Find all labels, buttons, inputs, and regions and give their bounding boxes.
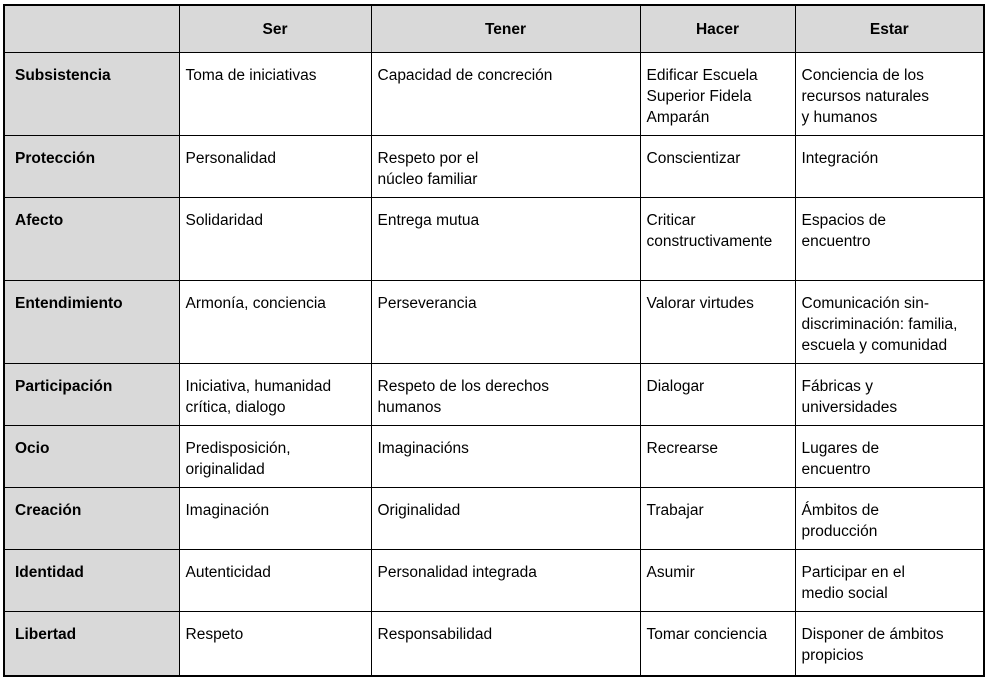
cell-ser: Autenticidad	[179, 550, 371, 612]
cell-hacer: Criticar constructivamente	[640, 198, 795, 281]
table-row	[4, 53, 984, 136]
header-row	[4, 5, 984, 53]
cell-tener: Imaginacións	[371, 426, 640, 488]
cell-hacer: Edificar Escuela Superior Fidela Amparán	[640, 53, 795, 136]
cell-hacer: Tomar conciencia	[640, 612, 795, 676]
table-row	[4, 612, 984, 676]
header-hacer: Hacer	[640, 5, 795, 53]
header-ser: Ser	[179, 5, 371, 53]
cell-ser: Iniciativa, humanidad crítica, dialogo	[179, 364, 371, 426]
cell-tener: Perseverancia	[371, 281, 640, 364]
table-row	[4, 364, 984, 426]
cell-estar: Comunicación sin- discriminación: familia, escuela y comunidad	[795, 281, 984, 364]
cell-hacer: Trabajar	[640, 488, 795, 550]
table-row	[4, 198, 984, 281]
header-estar: Estar	[795, 5, 984, 53]
cell-estar: Lugares de encuentro	[795, 426, 984, 488]
cell-tener: Entrega mutua	[371, 198, 640, 281]
row-label: Libertad	[4, 612, 179, 676]
row-label: Protección	[4, 136, 179, 198]
cell-tener: Originalidad	[371, 488, 640, 550]
cell-ser: Armonía, conciencia	[179, 281, 371, 364]
header-tener: Tener	[371, 5, 640, 53]
row-label: Subsistencia	[4, 53, 179, 136]
row-label: Creación	[4, 488, 179, 550]
cell-tener: Capacidad de concreción	[371, 53, 640, 136]
cell-hacer: Dialogar	[640, 364, 795, 426]
cell-tener: Respeto por el núcleo familiar	[371, 136, 640, 198]
needs-matrix-table	[3, 4, 985, 677]
row-label: Identidad	[4, 550, 179, 612]
cell-ser: Toma de iniciativas	[179, 53, 371, 136]
cell-hacer: Valorar virtudes	[640, 281, 795, 364]
cell-ser: Solidaridad	[179, 198, 371, 281]
cell-tener: Respeto de los derechos humanos	[371, 364, 640, 426]
cell-ser: Respeto	[179, 612, 371, 676]
table-row	[4, 550, 984, 612]
cell-ser: Predisposición, originalidad	[179, 426, 371, 488]
cell-estar: Integración	[795, 136, 984, 198]
table-row	[4, 136, 984, 198]
cell-estar: Conciencia de los recursos naturales y humanos	[795, 53, 984, 136]
row-label: Afecto	[4, 198, 179, 281]
table-row	[4, 281, 984, 364]
cell-hacer: Asumir	[640, 550, 795, 612]
cell-hacer: Recrearse	[640, 426, 795, 488]
cell-estar: Fábricas y universidades	[795, 364, 984, 426]
cell-hacer: Conscientizar	[640, 136, 795, 198]
row-label: Entendimiento	[4, 281, 179, 364]
cell-estar: Espacios de encuentro	[795, 198, 984, 281]
cell-estar: Participar en el medio social	[795, 550, 984, 612]
table-row	[4, 488, 984, 550]
cell-tener: Personalidad integrada	[371, 550, 640, 612]
cell-estar: Ámbitos de producción	[795, 488, 984, 550]
cell-ser: Imaginación	[179, 488, 371, 550]
table-row	[4, 426, 984, 488]
cell-ser: Personalidad	[179, 136, 371, 198]
cell-tener: Responsabilidad	[371, 612, 640, 676]
cell-estar: Disponer de ámbitos propicios	[795, 612, 984, 676]
row-label: Ocio	[4, 426, 179, 488]
header-corner	[4, 5, 179, 53]
row-label: Participación	[4, 364, 179, 426]
